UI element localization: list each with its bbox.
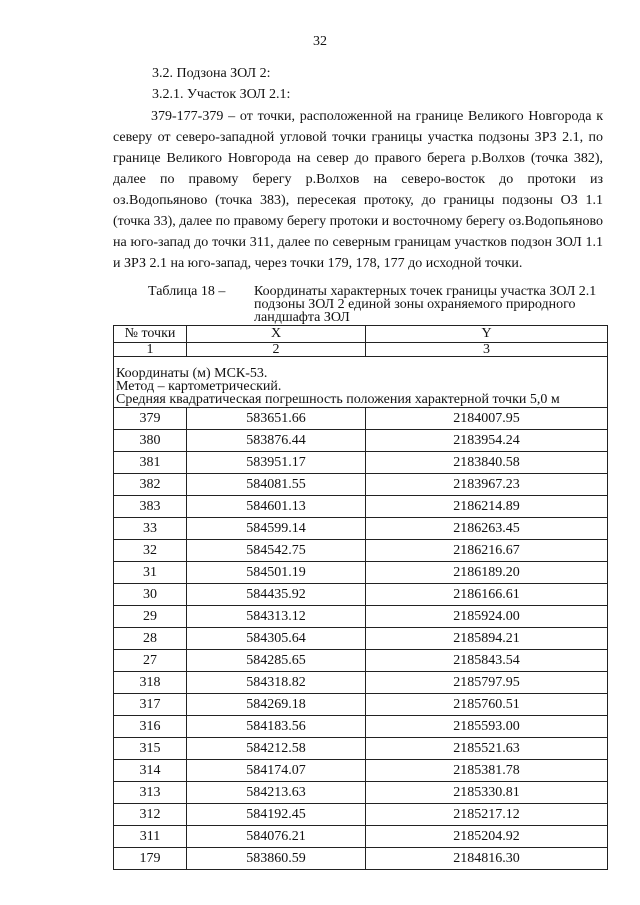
cell-point-number: 32 [114,540,187,562]
cell-y: 2185797.95 [366,672,608,694]
cell-point-number: 318 [114,672,187,694]
page-number: 32 [313,34,327,49]
info-line-method: Метод – картометрический. [116,379,282,394]
cell-point-number: 379 [114,408,187,430]
cell-x: 584318.82 [187,672,366,694]
cell-x: 584542.75 [187,540,366,562]
cell-x: 584076.21 [187,826,366,848]
cell-y: 2185330.81 [366,782,608,804]
info-line-crs: Координаты (м) МСК-53. [116,366,268,381]
coordinate-system-info-row [114,357,608,408]
cell-x: 584313.12 [187,606,366,628]
table-caption [148,285,608,324]
header-x: X [187,326,366,343]
table-row [114,650,608,672]
cell-y: 2184007.95 [366,408,608,430]
section-heading: 3.2.1. Участок ЗОЛ 2.1: [152,87,291,102]
cell-x: 584601.13 [187,496,366,518]
table-row [114,716,608,738]
column-number-2: 2 [187,343,366,357]
cell-point-number: 317 [114,694,187,716]
table-row [114,606,608,628]
cell-x: 584269.18 [187,694,366,716]
cell-x: 584213.63 [187,782,366,804]
cell-point-number: 316 [114,716,187,738]
table-row [114,672,608,694]
cell-y: 2184816.30 [366,848,608,870]
table-caption-label: Таблица 18 – [148,284,226,299]
cell-y: 2185204.92 [366,826,608,848]
cell-y: 2185593.00 [366,716,608,738]
cell-x: 583860.59 [187,848,366,870]
cell-y: 2183967.23 [366,474,608,496]
boundary-description: 379-177-379 – от точки, расположенной на границе Великого Новгорода к северу от северо-западной угловой точки границы участка подзоны ЗРЗ 2.1, по границе Великого Новгорода на север до правого берега р.Волхов (точка 382), далее по правому берегу р.Волхов на северо-восток до протоки из оз.Водопьяново (точка 383), пересекая протоку, до границы подзоны ОЗ 1.1 (точка 33), далее по правому берегу протоки и восточному берегу оз.Водопьяново на юго-запад до точки 311, далее по северным границам участков подзон ЗОЛ 1.1 и ЗРЗ 2.1 на юго-запад, через точки 179, 178, 177 до исходной точки. [113,109,603,271]
cell-point-number: 29 [114,606,187,628]
cell-x: 583951.17 [187,452,366,474]
cell-point-number: 30 [114,584,187,606]
table-row [114,782,608,804]
cell-point-number: 311 [114,826,187,848]
table-row [114,804,608,826]
cell-y: 2185381.78 [366,760,608,782]
table-row [114,562,608,584]
cell-y: 2186216.67 [366,540,608,562]
cell-y: 2186263.45 [366,518,608,540]
cell-point-number: 31 [114,562,187,584]
table-row [114,760,608,782]
cell-x: 583876.44 [187,430,366,452]
cell-x: 584212.58 [187,738,366,760]
table-row [114,430,608,452]
table-row [114,738,608,760]
cell-point-number: 315 [114,738,187,760]
header-point-number: № точки [114,326,187,343]
table-row [114,474,608,496]
table-row [114,826,608,848]
cell-x: 584285.65 [187,650,366,672]
cell-y: 2185521.63 [366,738,608,760]
column-number-1: 1 [114,343,187,357]
table-row [114,848,608,870]
cell-point-number: 312 [114,804,187,826]
cell-x: 584192.45 [187,804,366,826]
cell-point-number: 33 [114,518,187,540]
cell-x: 584183.56 [187,716,366,738]
cell-point-number: 381 [114,452,187,474]
cell-x: 584174.07 [187,760,366,782]
coordinate-system-info [114,357,608,408]
cell-y: 2185217.12 [366,804,608,826]
table-row [114,452,608,474]
table-row [114,694,608,716]
cell-point-number: 27 [114,650,187,672]
table-row [114,628,608,650]
cell-y: 2185843.54 [366,650,608,672]
cell-y: 2186214.89 [366,496,608,518]
table-caption-text: Координаты характерных точек границы участка ЗОЛ 2.1 подзоны ЗОЛ 2 единой зоны охраняемого природного ландшафта ЗОЛ [254,284,597,325]
cell-x: 583651.66 [187,408,366,430]
header-y: Y [366,326,608,343]
cell-point-number: 179 [114,848,187,870]
table-row [114,584,608,606]
cell-y: 2183840.58 [366,452,608,474]
cell-point-number: 380 [114,430,187,452]
cell-point-number: 383 [114,496,187,518]
table-row [114,518,608,540]
subzone-heading: 3.2. Подзона ЗОЛ 2: [152,66,271,81]
cell-point-number: 314 [114,760,187,782]
column-number-3: 3 [366,343,608,357]
info-line-accuracy: Средняя квадратическая погрешность положения характерной точки 5,0 м [116,392,560,407]
cell-x: 584501.19 [187,562,366,584]
cell-y: 2186166.61 [366,584,608,606]
table-row [114,496,608,518]
table-row [114,408,608,430]
cell-y: 2183954.24 [366,430,608,452]
column-number-row [114,343,608,357]
cell-y: 2185924.00 [366,606,608,628]
cell-y: 2186189.20 [366,562,608,584]
cell-x: 584081.55 [187,474,366,496]
cell-x: 584599.14 [187,518,366,540]
cell-point-number: 382 [114,474,187,496]
table-row [114,540,608,562]
cell-point-number: 313 [114,782,187,804]
table-header-row [114,326,608,343]
cell-y: 2185894.21 [366,628,608,650]
cell-x: 584435.92 [187,584,366,606]
cell-x: 584305.64 [187,628,366,650]
cell-point-number: 28 [114,628,187,650]
cell-y: 2185760.51 [366,694,608,716]
coordinates-table [113,325,608,870]
